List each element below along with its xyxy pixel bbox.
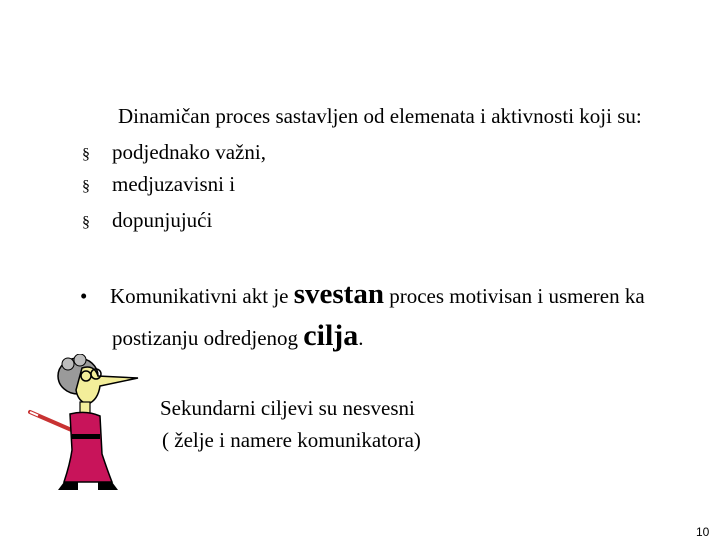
- square-bullet-icon: §: [82, 214, 90, 231]
- statement-text: .: [358, 326, 364, 350]
- emphasis-word: cilja: [303, 319, 359, 352]
- statement-text: Komunikativni akt je: [110, 284, 294, 308]
- square-bullet-icon: §: [82, 146, 90, 163]
- list-item: [82, 208, 212, 235]
- intro-text: Dinamičan proces sastavljen od elemenata i aktivnosti koji su:: [118, 104, 642, 128]
- secondary-goals-text: Sekundarni ciljevi su nesvesni: [160, 396, 415, 420]
- list-item: [82, 172, 235, 199]
- emphasis-word: svestan: [293, 278, 384, 310]
- statement-text: postizanju odredjenog: [112, 326, 304, 350]
- statement-line-1: [80, 278, 645, 310]
- statement-line-2: [112, 319, 364, 352]
- square-bullet-icon: §: [82, 178, 90, 195]
- page-number: 10: [696, 525, 710, 539]
- secondary-goals-note: ( želje i namere komunikatora): [162, 428, 421, 452]
- statement-text: proces motivisan i usmeren ka: [383, 284, 645, 308]
- list-item-text: dopunjujući: [112, 208, 213, 232]
- list-item-text: medjuzavisni i: [112, 172, 236, 196]
- list-item-text: podjednako važni,: [112, 140, 266, 164]
- round-bullet-icon: •: [80, 284, 88, 308]
- teacher-with-pointer-icon: [28, 354, 148, 494]
- list-item: [82, 140, 266, 167]
